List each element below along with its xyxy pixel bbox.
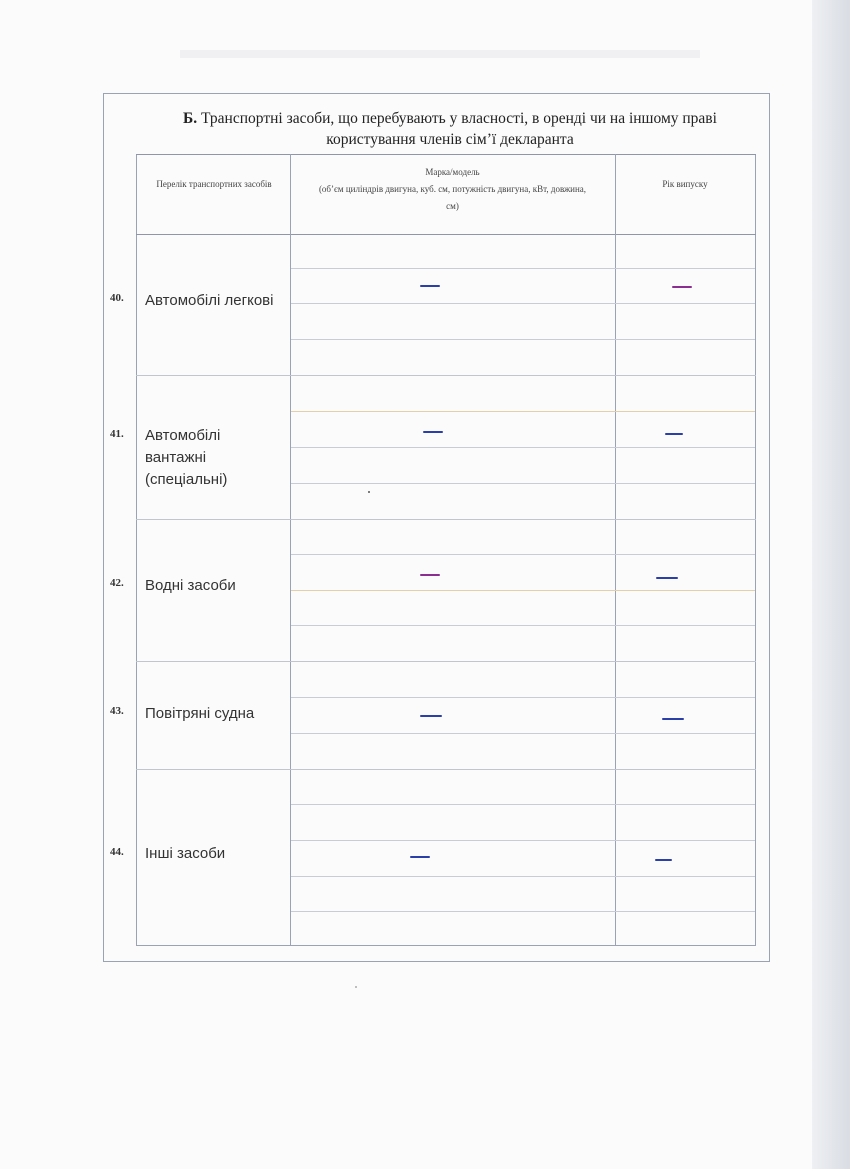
table-header-border bbox=[136, 234, 756, 235]
row-subline bbox=[291, 303, 755, 304]
row-subline bbox=[291, 339, 755, 340]
column-divider-list bbox=[290, 154, 291, 946]
row-subline bbox=[291, 804, 755, 805]
bleed-through-text bbox=[180, 50, 700, 58]
row-label-other: Інші засоби bbox=[145, 845, 226, 862]
ink-speck bbox=[368, 491, 370, 493]
handwritten-dash-model-42 bbox=[420, 574, 440, 576]
section-title: Транспортні засоби, що перебувають у власності, в оренді чи на іншому праві користування членів сім’ї декларанта bbox=[201, 110, 717, 148]
row-number: 41. bbox=[110, 428, 124, 440]
row-label-aircraft: Повітряні судна bbox=[145, 705, 255, 722]
handwritten-dash-model-41 bbox=[423, 431, 443, 433]
row-subline bbox=[291, 447, 755, 448]
page-edge-shadow bbox=[812, 0, 850, 1169]
column-header-model-note: (об’єм циліндрів двигуна, куб. см, потужність двигуна, кВт, довжина, см) bbox=[318, 184, 587, 211]
vehicles-table bbox=[136, 154, 756, 946]
row-label-watercraft: Водні засоби bbox=[145, 577, 236, 594]
row-number: 44. bbox=[110, 846, 124, 858]
row-number: 43. bbox=[110, 705, 124, 717]
row-separator bbox=[136, 661, 756, 662]
row-number: 40. bbox=[110, 292, 124, 304]
row-subline bbox=[291, 876, 755, 877]
row-subline bbox=[291, 590, 755, 591]
row-subline bbox=[291, 911, 755, 912]
row-subline bbox=[291, 268, 755, 269]
row-subline bbox=[291, 840, 755, 841]
table-top-border bbox=[136, 154, 756, 155]
row-subline bbox=[291, 554, 755, 555]
column-header-list: Перелік транспортних засобів bbox=[156, 179, 272, 189]
column-header-model-title: Марка/модель bbox=[425, 167, 480, 177]
handwritten-dash-model-40 bbox=[420, 285, 440, 287]
section-heading bbox=[140, 108, 760, 150]
row-separator bbox=[136, 769, 756, 770]
handwritten-dash-model-44 bbox=[410, 856, 430, 858]
row-label-cars: Автомобілі легкові bbox=[145, 292, 274, 309]
section-letter: Б. bbox=[183, 110, 198, 127]
row-number: 42. bbox=[110, 577, 124, 589]
column-divider-year bbox=[615, 154, 616, 946]
column-header-year: Рік випуску bbox=[662, 179, 708, 189]
row-separator bbox=[136, 519, 756, 520]
row-subline bbox=[291, 733, 755, 734]
row-subline bbox=[291, 625, 755, 626]
row-subline bbox=[291, 411, 755, 412]
row-subline bbox=[291, 483, 755, 484]
column-header-model bbox=[300, 164, 605, 215]
handwritten-dash-model-43 bbox=[420, 715, 442, 717]
row-label-trucks: Автомобілі вантажні (спеціальні) bbox=[145, 427, 228, 488]
row-separator bbox=[136, 375, 756, 376]
handwritten-dash-year-40 bbox=[672, 286, 692, 288]
handwritten-dash-year-42 bbox=[656, 577, 678, 579]
scan-speck bbox=[355, 986, 357, 988]
handwritten-dash-year-43 bbox=[662, 718, 684, 720]
handwritten-dash-year-41 bbox=[665, 433, 683, 435]
handwritten-dash-year-44 bbox=[655, 859, 672, 861]
row-subline bbox=[291, 697, 755, 698]
